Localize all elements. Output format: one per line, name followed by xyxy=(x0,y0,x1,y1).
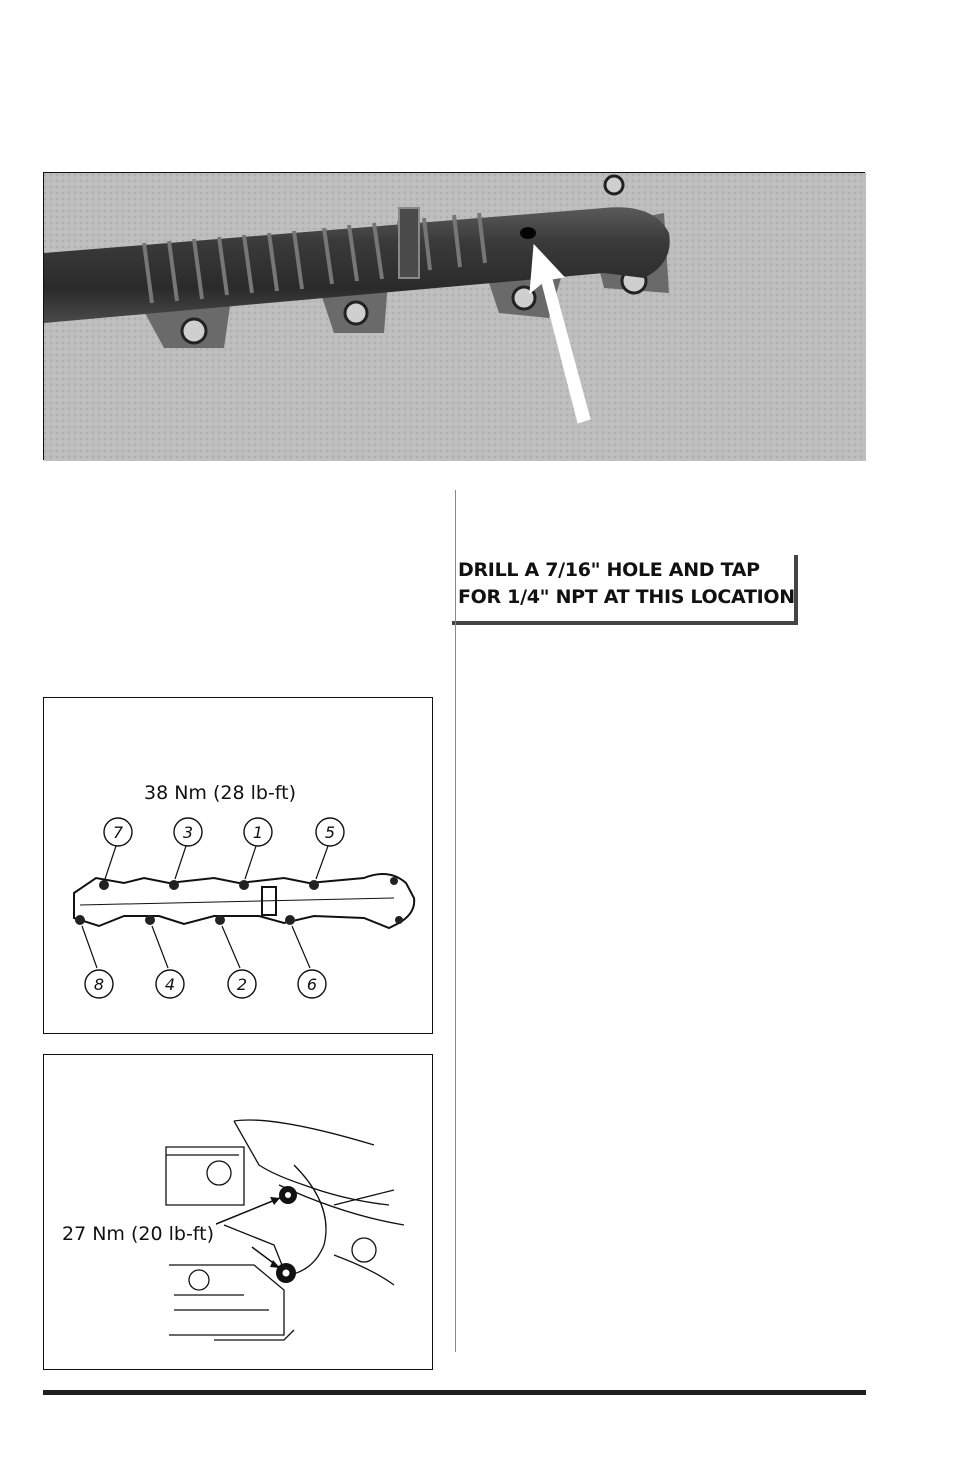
manifold-diagram xyxy=(44,698,434,1035)
callout-line-2: FOR 1/4" NPT AT THIS LOCATION xyxy=(458,586,795,608)
column-divider xyxy=(455,490,456,1352)
sequence-number-bottom-4: 6 xyxy=(306,975,318,994)
sequence-number-top-4: 5 xyxy=(324,823,336,842)
torque-label-bracket: 27 Nm (20 lb-ft) xyxy=(62,1223,215,1245)
sequence-number-bottom-2: 4 xyxy=(164,975,176,994)
torque-label-manifold: 38 Nm (28 lb-ft) xyxy=(144,782,297,804)
drill-instruction-callout xyxy=(448,551,794,621)
manifold-photo-drawing xyxy=(44,173,866,461)
bracket-diagram xyxy=(44,1055,434,1371)
torque-sequence-figure xyxy=(43,697,433,1034)
sequence-number-top-1: 7 xyxy=(112,823,124,842)
sequence-number-bottom-1: 8 xyxy=(93,975,105,994)
footer-rule xyxy=(43,1390,866,1395)
callout-line-1: DRILL A 7/16" HOLE AND TAP xyxy=(458,559,760,581)
sequence-number-top-3: 1 xyxy=(252,823,264,842)
manifold-photo xyxy=(43,172,865,608)
bracket-figure xyxy=(43,1054,433,1370)
sequence-number-bottom-3: 2 xyxy=(236,975,248,994)
sequence-number-top-2: 3 xyxy=(182,823,194,842)
